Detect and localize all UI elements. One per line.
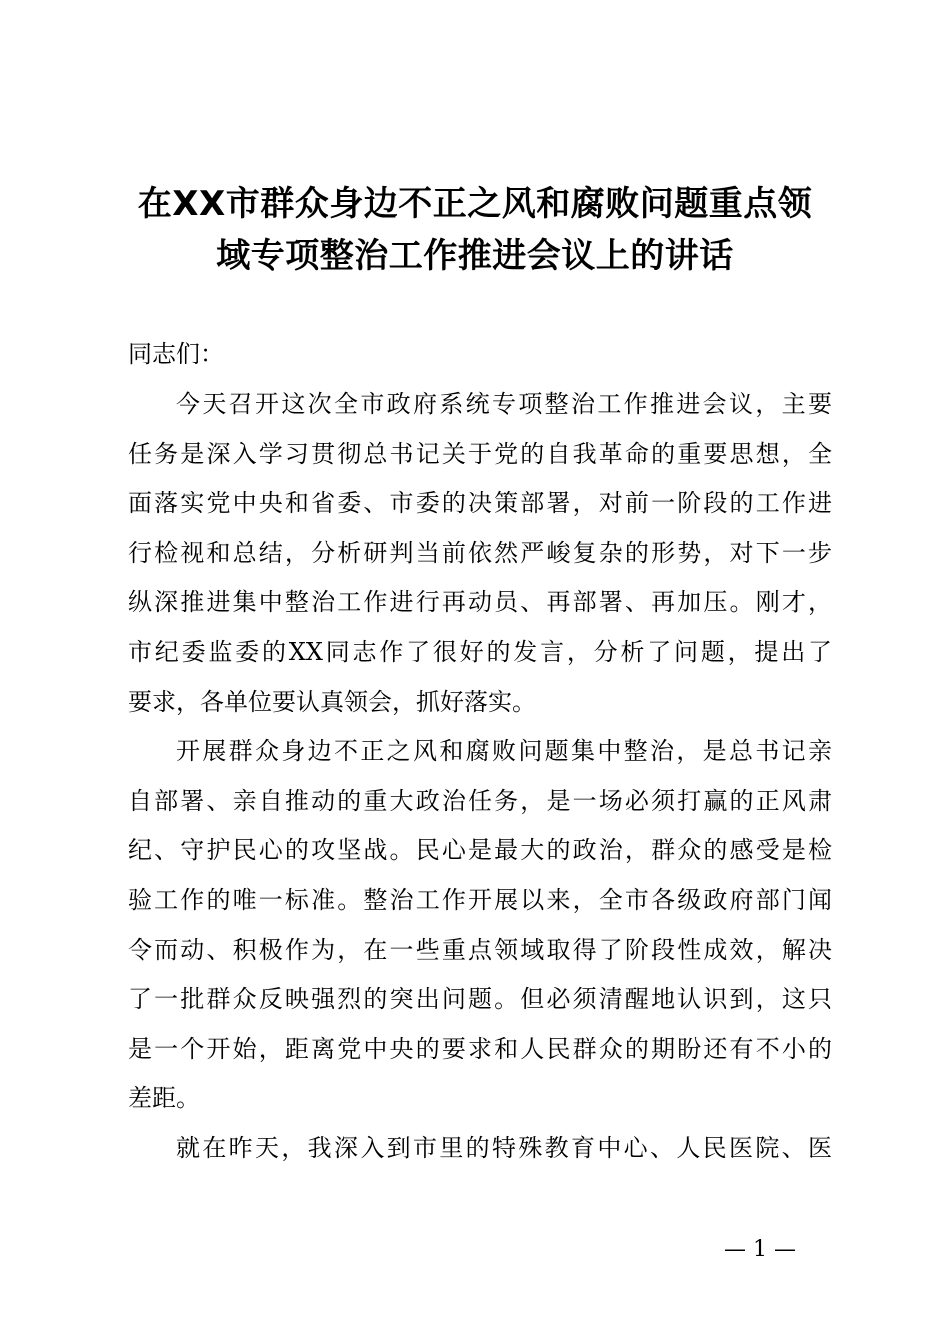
paragraph-line: 任务是深入学习贯彻总书记关于党的自我革命的重要思想，全: [128, 439, 832, 468]
paragraph-line: 就在昨天，我深入到市里的特殊教育中心、人民医院、医: [176, 1133, 832, 1162]
title-line-2: 域专项整治工作推进会议上的讲话: [216, 236, 734, 276]
paragraph-3: [128, 1124, 832, 1174]
document-title: [100, 178, 850, 282]
paragraph-line: 自部署、亲自推动的重大政治任务，是一场必须打赢的正风肃: [128, 786, 832, 815]
paragraph-line: 今天召开这次全市政府系统专项整治工作推进会议，主要: [176, 390, 832, 418]
title-line-1: 在XX市群众身边不正之风和腐败问题重点领: [137, 184, 813, 224]
paragraph-line: 纵深推进集中整治工作进行再动员、再部署、再加压。刚才，: [128, 588, 832, 617]
paragraph-line: 是一个开始，距离党中央的要求和人民群众的期盼还有不小的: [128, 1034, 832, 1063]
paragraph-line: 行检视和总结，分析研判当前依然严峻复杂的形势，对下一步: [128, 538, 832, 567]
paragraph-line: 纪、守护民心的攻坚战。民心是最大的政治，群众的感受是检: [128, 836, 832, 865]
paragraph-line: 令而动、积极作为，在一些重点领域取得了阶段性成效，解决: [128, 935, 832, 964]
paragraph-line: 差距。: [128, 1084, 200, 1113]
document-body: [128, 330, 832, 1174]
paragraph-line: 了一批群众反映强烈的突出问题。但必须清醒地认识到，这只: [128, 985, 832, 1014]
greeting: 同志们：: [128, 340, 224, 368]
paragraph-line: 面落实党中央和省委、市委的决策部署，对前一阶段的工作进: [128, 489, 832, 518]
paragraph-line: 要求，各单位要认真领会，抓好落实。: [128, 687, 536, 716]
page-number: — 1 —: [724, 1237, 796, 1262]
paragraph-line: 市纪委监委的XX同志作了很好的发言，分析了问题，提出了: [128, 637, 832, 666]
paragraph-2: [128, 727, 832, 1124]
paragraph-line: 开展群众身边不正之风和腐败问题集中整治，是总书记亲: [176, 737, 832, 766]
paragraph-line: 验工作的唯一标准。整治工作开展以来，全市各级政府部门闻: [128, 885, 832, 914]
paragraph-1: [128, 380, 832, 727]
